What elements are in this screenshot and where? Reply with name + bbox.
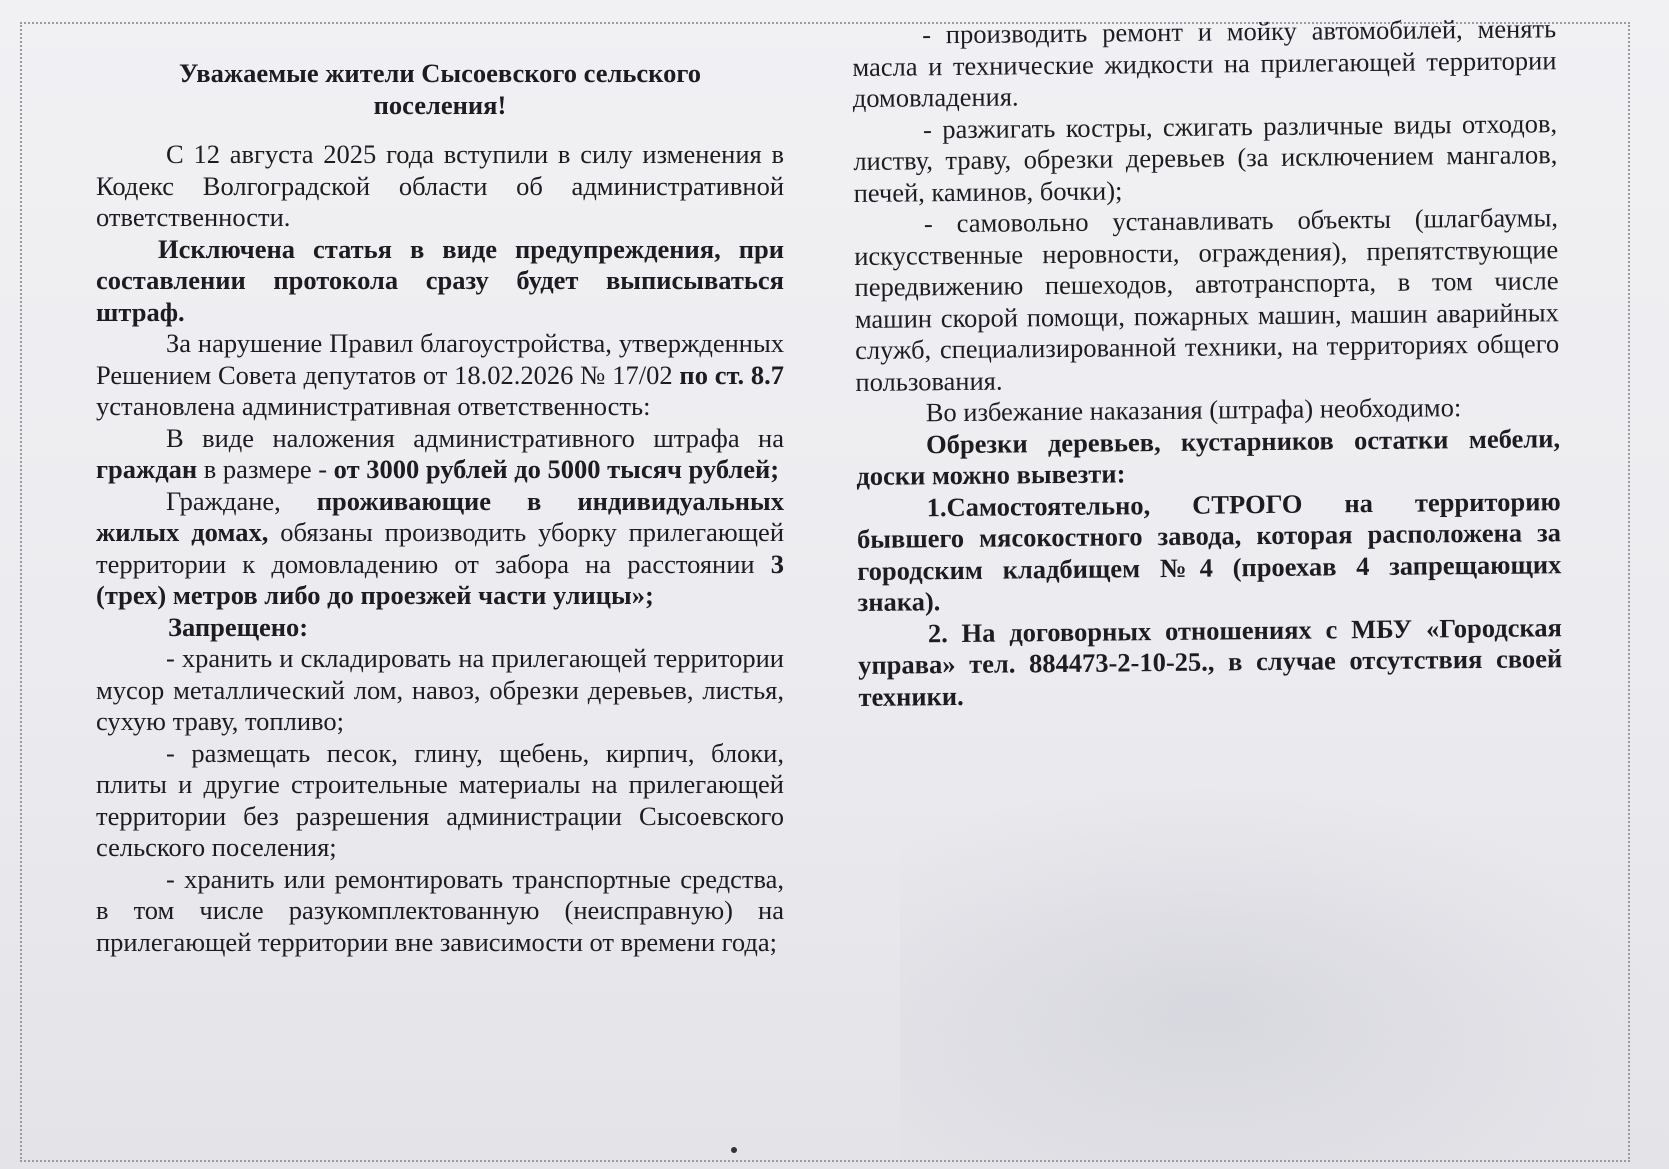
removal-option-1: 1.Самостоятельно, СТРОГО на территорию бывшего мясокостного завода, которая расположена за городским кладбищем №4 (проехав 4 запрещающих знака). <box>856 485 1562 617</box>
citizens-text-c: обязаны производить уборку прилегающей территории к домовладению от забора на расстоянии <box>96 517 785 579</box>
removal-paragraph: Обрезки деревьев, кустарников остатки мебели, доски можно вывезти: <box>856 422 1561 491</box>
rules-paragraph <box>96 328 784 423</box>
rules-text-a: За нарушение Правил благоустройства, утвержденных Решением Совета депутатов от 18.02.2026 № 17/02 <box>96 328 784 390</box>
intro-paragraph: С 12 августа 2025 года вступили в силу изменения в Кодекс Волгоградской области об административной ответственности. <box>96 139 784 232</box>
forbidden-heading: Запрещено: <box>168 611 309 642</box>
citizens-text-d: 3 (трех) метров либо до проезжей части улицы»; <box>96 548 784 610</box>
excluded-paragraph: Исключена статья в виде предупреждения, при составлении протокола сразу будет выписываться штраф. <box>96 233 784 327</box>
right-column <box>852 13 1563 713</box>
removal-option-2: 2. На договорных отношениях с МБУ «Городская управа» тел. 884473-2-10-25., в случае отсутствия своей техники. <box>858 611 1563 712</box>
fine-paragraph <box>96 423 784 486</box>
fine-text-c: в размере - <box>197 454 334 484</box>
forbidden-item-6: - самовольно устанавливать объекты (шлагбаумы, искусственные неровности, ограждения), препятствующие передвижению пешеходов, автотранспорта, в том числе машин скорой помощи, пожарных машин, машин аварийных служб, специализированной техники, на территориях общего пользования. <box>854 202 1560 397</box>
citizens-text-a: Граждане, <box>166 485 317 516</box>
forbidden-item-1: - хранить и складировать на прилегающей территории мусор металлический лом, навоз, обрезки деревьев, листья, сухую траву, топливо; <box>96 643 784 736</box>
citizens-text-b: проживающие в индивидуальных жилых домах, <box>96 485 784 547</box>
forbidden-item-5: - разжигать костры, сжигать различные виды отходов, листву, траву, обрезки деревьев (за исключением мангалов, печей, каминов, бочки); <box>853 107 1558 208</box>
fine-text-b: граждан <box>96 454 198 484</box>
fine-text-a: В виде наложения административного штрафа на <box>166 422 784 453</box>
forbidden-item-4: - производить ремонт и мойку автомобилей, менять масла и технические жидкости на прилегающей территории домовладения. <box>852 13 1557 113</box>
left-column <box>96 58 784 958</box>
citizens-paragraph <box>96 486 784 612</box>
paper-dot <box>731 1147 737 1153</box>
fine-amount: от 3000 рублей до 5000 тысяч рублей; <box>333 454 780 484</box>
avoid-paragraph: Во избежание наказания (штрафа) необходимо: <box>925 392 1462 428</box>
forbidden-item-3: - хранить или ремонтировать транспортные средства, в том числе разукомплектованную (неисправную) на прилегающей территории вне зависимости от времени года; <box>96 863 784 957</box>
forbidden-item-2: - размещать песок, глину, щебень, кирпич, блоки, плиты и другие строительные материалы на прилегающей территории без разрешения администрации Сысоевского сельского поселения; <box>96 737 784 862</box>
rules-text-c: установлена административная ответственность: <box>96 391 651 421</box>
rules-article: по ст. 8.7 <box>679 359 784 390</box>
notice-title: Уважаемые жители Сысоевского сельского поселения! <box>179 58 701 120</box>
